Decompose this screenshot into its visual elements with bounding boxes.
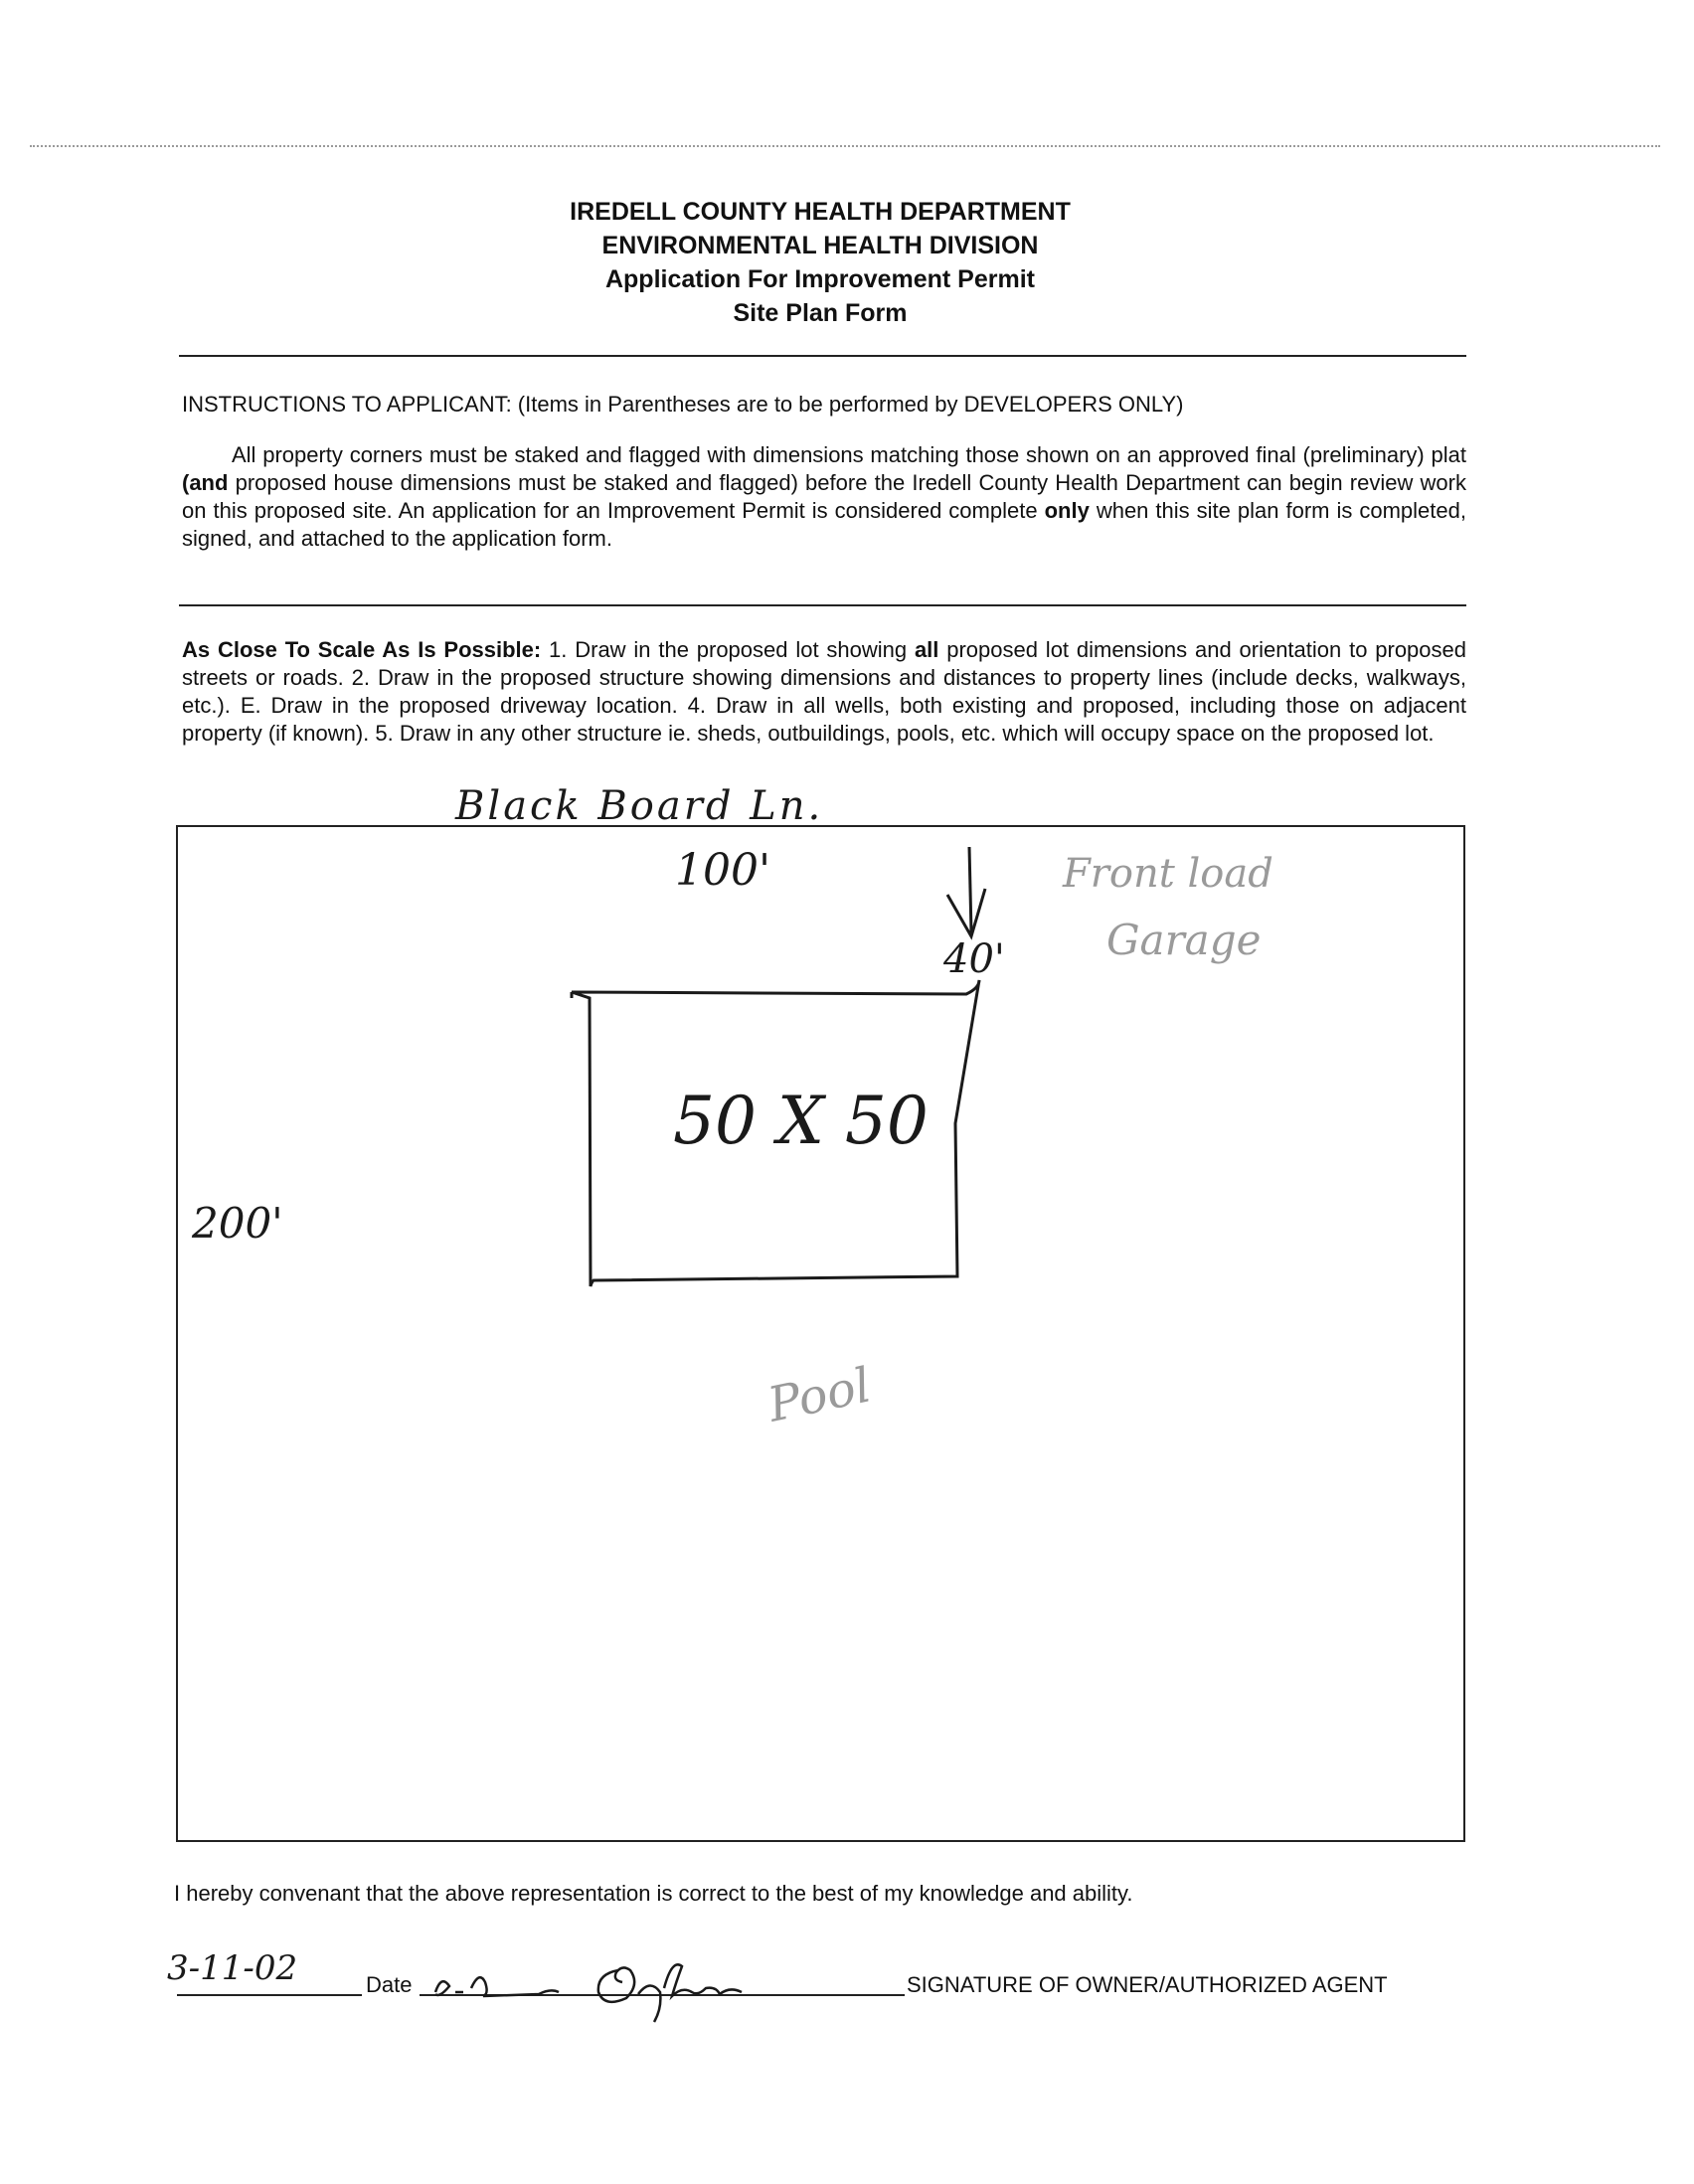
form-header	[0, 195, 1640, 330]
date-value-handwritten: 3-11-02	[167, 1948, 298, 1988]
header-division: ENVIRONMENTAL HEALTH DIVISION	[601, 232, 1039, 259]
instructions-paragraph	[182, 441, 1466, 553]
frontage-dimension: 100'	[675, 845, 771, 896]
divider-top	[179, 355, 1466, 357]
handwritten-signature	[427, 1948, 865, 2028]
instr-text-1: All property corners must be staked and flagged with dimensions matching those shown on an approved final (preliminary) plat	[232, 442, 1466, 467]
header-department: IREDELL COUNTY HEALTH DEPARTMENT	[570, 198, 1071, 226]
divider-middle	[179, 604, 1466, 606]
garage-note-line2: Garage	[1106, 916, 1262, 964]
scale-lead: As Close To Scale As Is Possible:	[182, 637, 542, 662]
signature-label: SIGNATURE OF OWNER/AUTHORIZED AGENT	[907, 1972, 1388, 1997]
instr-bold-and: (and	[182, 470, 229, 495]
arrow-shaft	[969, 847, 971, 932]
garage-note-line1: Front load	[1063, 851, 1273, 897]
header-application: Application For Improvement Permit	[604, 265, 1035, 293]
scan-edge-line	[30, 145, 1660, 147]
scale-text-2: proposed lot dimensions and orientation to proposed streets or roads. 2. Draw in the proposed structure showing dimensions and distances to property lines (include decks, walkways, etc.). E. Draw in the proposed driveway location. 4. Draw in all wells, both existing and proposed, including those on adjacent property (if known). 5. Draw in any other structure ie. sheds, outbuildings, pools, etc. which will occupy space on the proposed lot.	[182, 637, 1466, 746]
instr-bold-only: only	[1044, 498, 1090, 523]
header-form-title: Site Plan Form	[733, 299, 908, 327]
site-plan-sketch	[176, 785, 1465, 1842]
scale-text-1: 1. Draw in the proposed lot showing	[541, 637, 915, 662]
pool-label: Pool	[762, 1357, 876, 1433]
date-underline	[177, 1994, 362, 1996]
scale-instructions	[182, 636, 1466, 748]
street-name-handwritten: Black Board Ln.	[455, 783, 824, 829]
down-arrow-icon	[947, 889, 985, 936]
instructions-heading: INSTRUCTIONS TO APPLICANT: (Items in Parentheses are to be performed by DEVELOPERS ONLY)	[182, 392, 1184, 417]
house-dimensions: 50 X 50	[673, 1083, 929, 1159]
covenant-statement: I hereby convenant that the above representation is correct to the best of my knowledge and ability.	[174, 1881, 1133, 1906]
instr-text-3: when this site plan form is completed, signed, and attached to the application form.	[182, 498, 1466, 551]
instr-text-2: proposed house dimensions must be staked and flagged) before the Iredell County Health Department can begin review work on this proposed site. An application for an Improvement Permit is considered complete	[182, 470, 1466, 523]
date-label: Date	[366, 1972, 413, 1997]
setback-dimension: 40'	[943, 936, 1005, 982]
scale-bold-all: all	[914, 637, 939, 662]
depth-dimension: 200'	[192, 1199, 283, 1248]
signature-row	[0, 1948, 1694, 2008]
